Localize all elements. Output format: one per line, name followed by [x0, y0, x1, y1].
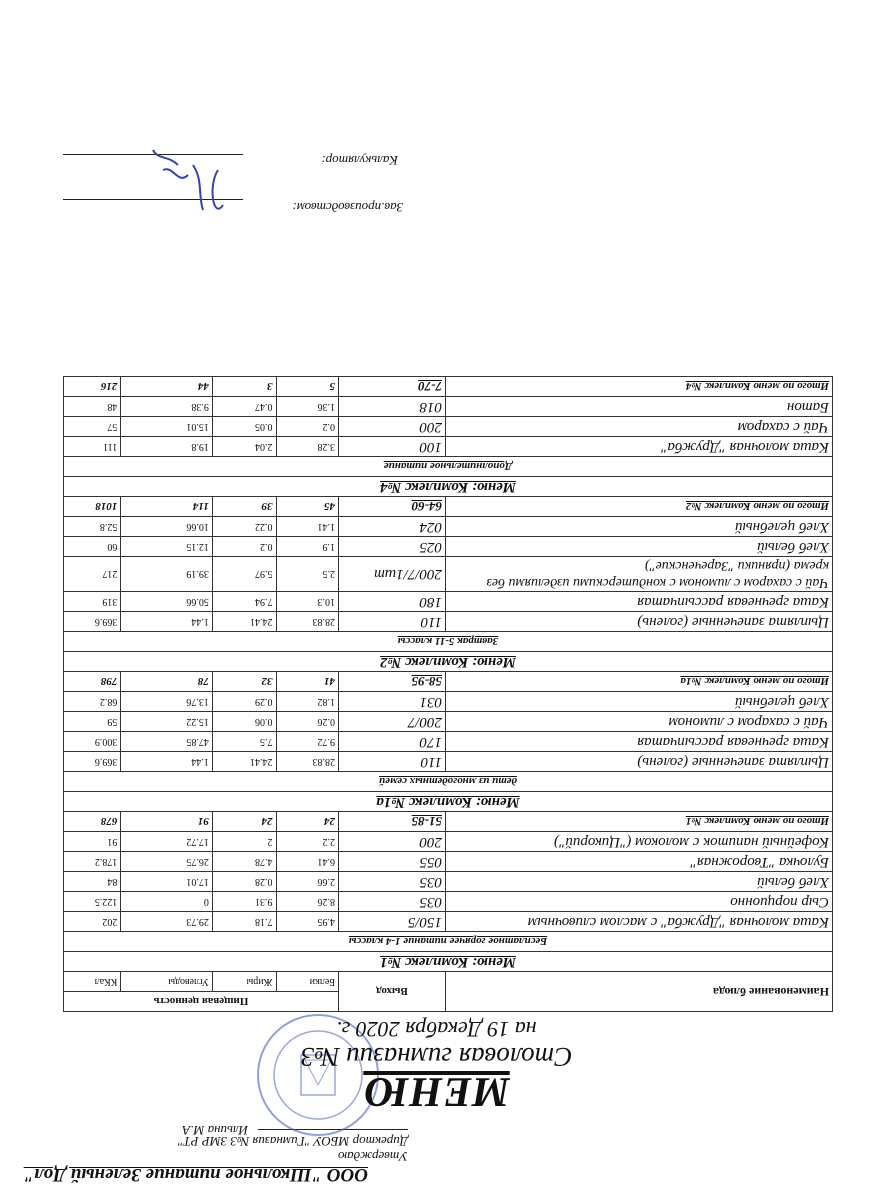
dish-carbs: 15.22: [121, 712, 212, 732]
dish-proteins: 28.83: [276, 752, 338, 772]
dish-output: 024: [339, 517, 446, 537]
dish-carbs: 9.38: [121, 397, 212, 417]
dish-output: 031: [339, 692, 446, 712]
total-price: 64-60: [339, 497, 446, 517]
dish-carbs: 50.66: [121, 592, 212, 612]
dish-output: 180: [339, 592, 446, 612]
section-subtitle: дети из многодетных семей: [64, 772, 833, 792]
header-fats: Жиры: [212, 972, 276, 992]
dish-kcal: 122.5: [64, 892, 121, 912]
table-row: [64, 437, 833, 457]
menu-table: [63, 376, 833, 1012]
dish-carbs: 1.44: [121, 612, 212, 632]
dish-name: Хлеб белый: [446, 872, 833, 892]
dish-kcal: 217: [64, 557, 121, 592]
dish-kcal: 68.2: [64, 692, 121, 712]
table-row: [64, 417, 833, 437]
production-manager-label: Зав.производством:: [292, 200, 403, 215]
table-header-row: [64, 992, 833, 1012]
dish-fats: 5.97: [212, 557, 276, 592]
total-kcal: 798: [64, 672, 121, 692]
dish-kcal: 202: [64, 912, 121, 932]
table-row: [64, 872, 833, 892]
total-proteins: 41: [276, 672, 338, 692]
total-price: 51-85: [339, 812, 446, 832]
header-carbs: Углеводы: [121, 972, 212, 992]
total-carbs: 114: [121, 497, 212, 517]
total-row: [64, 377, 833, 397]
dish-name: Хлеб целебный: [446, 692, 833, 712]
dish-name: Каша молочная "Дружба" с маслом сливочным: [446, 912, 833, 932]
dish-carbs: 0: [121, 892, 212, 912]
total-label: Итого по меню Комплекс №1а: [446, 672, 833, 692]
dish-kcal: 60: [64, 537, 121, 557]
dish-fats: 0.06: [212, 712, 276, 732]
dish-carbs: 10.66: [121, 517, 212, 537]
section-title: Меню: Комплекс №2: [64, 652, 833, 672]
total-kcal: 678: [64, 812, 121, 832]
header-proteins: Белки: [276, 972, 338, 992]
total-carbs: 78: [121, 672, 212, 692]
dish-proteins: 1.36: [276, 397, 338, 417]
dish-fats: 0.47: [212, 397, 276, 417]
dish-fats: 0.05: [212, 417, 276, 437]
handwritten-signature: [143, 145, 233, 225]
total-fats: 3: [212, 377, 276, 397]
dish-name: Кофейный напиток с молоком ("Цикорий"): [446, 832, 833, 852]
total-carbs: 91: [121, 812, 212, 832]
dish-fats: 0.28: [212, 872, 276, 892]
total-fats: 32: [212, 672, 276, 692]
approved-label: Утверждаю: [337, 1149, 408, 1164]
dish-name: Цыплята запеченные (голень): [446, 612, 833, 632]
dish-output: 018: [339, 397, 446, 417]
dish-name: Булочка "Творожная": [446, 852, 833, 872]
dish-kcal: 59: [64, 712, 121, 732]
director-label: Директор МБОУ "Гимназия №3 ЗМР РТ": [177, 1134, 408, 1149]
dish-proteins: 6.41: [276, 852, 338, 872]
total-label: Итого по меню Комплекс №4: [446, 377, 833, 397]
table-row: [64, 592, 833, 612]
dish-fats: 9.31: [212, 892, 276, 912]
dish-name: Хлеб белый: [446, 537, 833, 557]
header-kcal: ККал: [64, 972, 121, 992]
total-proteins: 45: [276, 497, 338, 517]
section-subtitle: Завтрак 5-11 классы: [64, 632, 833, 652]
dish-output: 150/5: [339, 912, 446, 932]
dish-kcal: 48: [64, 397, 121, 417]
dish-fats: 2: [212, 832, 276, 852]
table-row: [64, 712, 833, 732]
table-row: [64, 752, 833, 772]
section-subtitle: Бесплатное горячее питание 1-4 классы: [64, 932, 833, 952]
table-row: [64, 852, 833, 872]
total-label: Итого по меню Комплекс №2: [446, 497, 833, 517]
table-row: [64, 517, 833, 537]
dish-output: 200/7: [339, 712, 446, 732]
dish-carbs: 13.76: [121, 692, 212, 712]
total-fats: 39: [212, 497, 276, 517]
dish-fats: 0.22: [212, 517, 276, 537]
total-row: [64, 812, 833, 832]
dish-kcal: 57: [64, 417, 121, 437]
dish-proteins: 0.2: [276, 417, 338, 437]
dish-name: Каша гречневая рассыпчатая: [446, 592, 833, 612]
dish-kcal: 178.2: [64, 852, 121, 872]
table-row: [64, 612, 833, 632]
dish-carbs: 47.85: [121, 732, 212, 752]
table-row: [64, 557, 833, 592]
dish-fats: 7.94: [212, 592, 276, 612]
total-label: Итого по меню Комплекс №1: [446, 812, 833, 832]
dish-carbs: 12.15: [121, 537, 212, 557]
dish-output: 035: [339, 892, 446, 912]
dish-fats: 0.29: [212, 692, 276, 712]
dish-kcal: 369.6: [64, 612, 121, 632]
total-row: [64, 497, 833, 517]
dish-proteins: 1.9: [276, 537, 338, 557]
dish-kcal: 91: [64, 832, 121, 852]
total-kcal: 216: [64, 377, 121, 397]
dish-output: 110: [339, 612, 446, 632]
table-row: [64, 892, 833, 912]
table-row: [64, 832, 833, 852]
total-row: [64, 672, 833, 692]
header-output: Выход: [339, 972, 446, 1012]
dish-kcal: 52.8: [64, 517, 121, 537]
dish-carbs: 19.8: [121, 437, 212, 457]
table-row: [64, 537, 833, 557]
dish-name: Цыплята запеченные (голень): [446, 752, 833, 772]
dish-carbs: 17.01: [121, 872, 212, 892]
total-carbs: 44: [121, 377, 212, 397]
dish-proteins: 1.41: [276, 517, 338, 537]
total-proteins: 5: [276, 377, 338, 397]
dish-output: 110: [339, 752, 446, 772]
dish-output: 200: [339, 417, 446, 437]
dish-kcal: 84: [64, 872, 121, 892]
dish-proteins: 0.26: [276, 712, 338, 732]
dish-name: Каша молочная "Дружба": [446, 437, 833, 457]
dish-fats: 24.41: [212, 612, 276, 632]
dish-name: Чай с сахаром с лимоном с кондитерскими изделиями без крема (пряники "Зареченские"): [446, 557, 833, 592]
dish-carbs: 39.19: [121, 557, 212, 592]
total-kcal: 1018: [64, 497, 121, 517]
dish-proteins: 9.72: [276, 732, 338, 752]
dish-fats: 24.41: [212, 752, 276, 772]
dish-name: Батон: [446, 397, 833, 417]
dish-proteins: 10.3: [276, 592, 338, 612]
dish-name: Сыр порционно: [446, 892, 833, 912]
dish-fats: 0.2: [212, 537, 276, 557]
dish-proteins: 3.28: [276, 437, 338, 457]
section-title: Меню: Комплекс №1а: [64, 792, 833, 812]
dish-output: 025: [339, 537, 446, 557]
dish-output: 200: [339, 832, 446, 852]
section-subtitle: Дополнительное питание: [64, 457, 833, 477]
dish-fats: 7.18: [212, 912, 276, 932]
dish-carbs: 26.75: [121, 852, 212, 872]
dish-carbs: 1.44: [121, 752, 212, 772]
dish-fats: 2.04: [212, 437, 276, 457]
dish-name: Хлеб целебный: [446, 517, 833, 537]
dish-output: 055: [339, 852, 446, 872]
dish-name: Чай с сахаром: [446, 417, 833, 437]
dish-proteins: 2.2: [276, 832, 338, 852]
dish-carbs: 29.73: [121, 912, 212, 932]
dish-kcal: 111: [64, 437, 121, 457]
page-subtitle: Столовая гимназии №3: [300, 1042, 573, 1072]
dish-kcal: 369.6: [64, 752, 121, 772]
total-price: 7-70: [339, 377, 446, 397]
dish-carbs: 15.01: [121, 417, 212, 437]
table-row: [64, 692, 833, 712]
total-fats: 24: [212, 812, 276, 832]
dish-name: Каша гречневая рассыпчатая: [446, 732, 833, 752]
dish-proteins: 4.95: [276, 912, 338, 932]
dish-proteins: 2.66: [276, 872, 338, 892]
dish-carbs: 17.72: [121, 832, 212, 852]
dish-kcal: 300.9: [64, 732, 121, 752]
dish-output: 200/7/1шт: [339, 557, 446, 592]
dish-fats: 7.5: [212, 732, 276, 752]
dish-proteins: 2.5: [276, 557, 338, 592]
page-title: МЕНЮ: [363, 1068, 510, 1114]
dish-proteins: 1.82: [276, 692, 338, 712]
header-dish-name: Наименование блюда: [446, 972, 833, 1012]
header-nutrition: Пищевая ценность: [64, 992, 339, 1012]
dish-kcal: 319: [64, 592, 121, 612]
dish-proteins: 8.26: [276, 892, 338, 912]
table-row: [64, 732, 833, 752]
menu-date: на 19 Декабря 2020 г.: [336, 1017, 537, 1042]
total-price: 58-95: [339, 672, 446, 692]
table-row: [64, 397, 833, 417]
section-title: Меню: Комплекс №4: [64, 477, 833, 497]
section-title: Меню: Комплекс №1: [64, 952, 833, 972]
dish-output: 035: [339, 872, 446, 892]
dish-fats: 4.78: [212, 852, 276, 872]
dish-proteins: 28.83: [276, 612, 338, 632]
dish-output: 170: [339, 732, 446, 752]
dish-name: Чай с сахаром с лимоном: [446, 712, 833, 732]
organization-name: ООО "Школьное питание Зеленый Дол": [23, 1164, 368, 1185]
calculator-label: Калькулятор:: [321, 153, 398, 168]
table-row: [64, 912, 833, 932]
director-name: Ильина М.А: [182, 1123, 248, 1138]
total-proteins: 24: [276, 812, 338, 832]
dish-output: 100: [339, 437, 446, 457]
